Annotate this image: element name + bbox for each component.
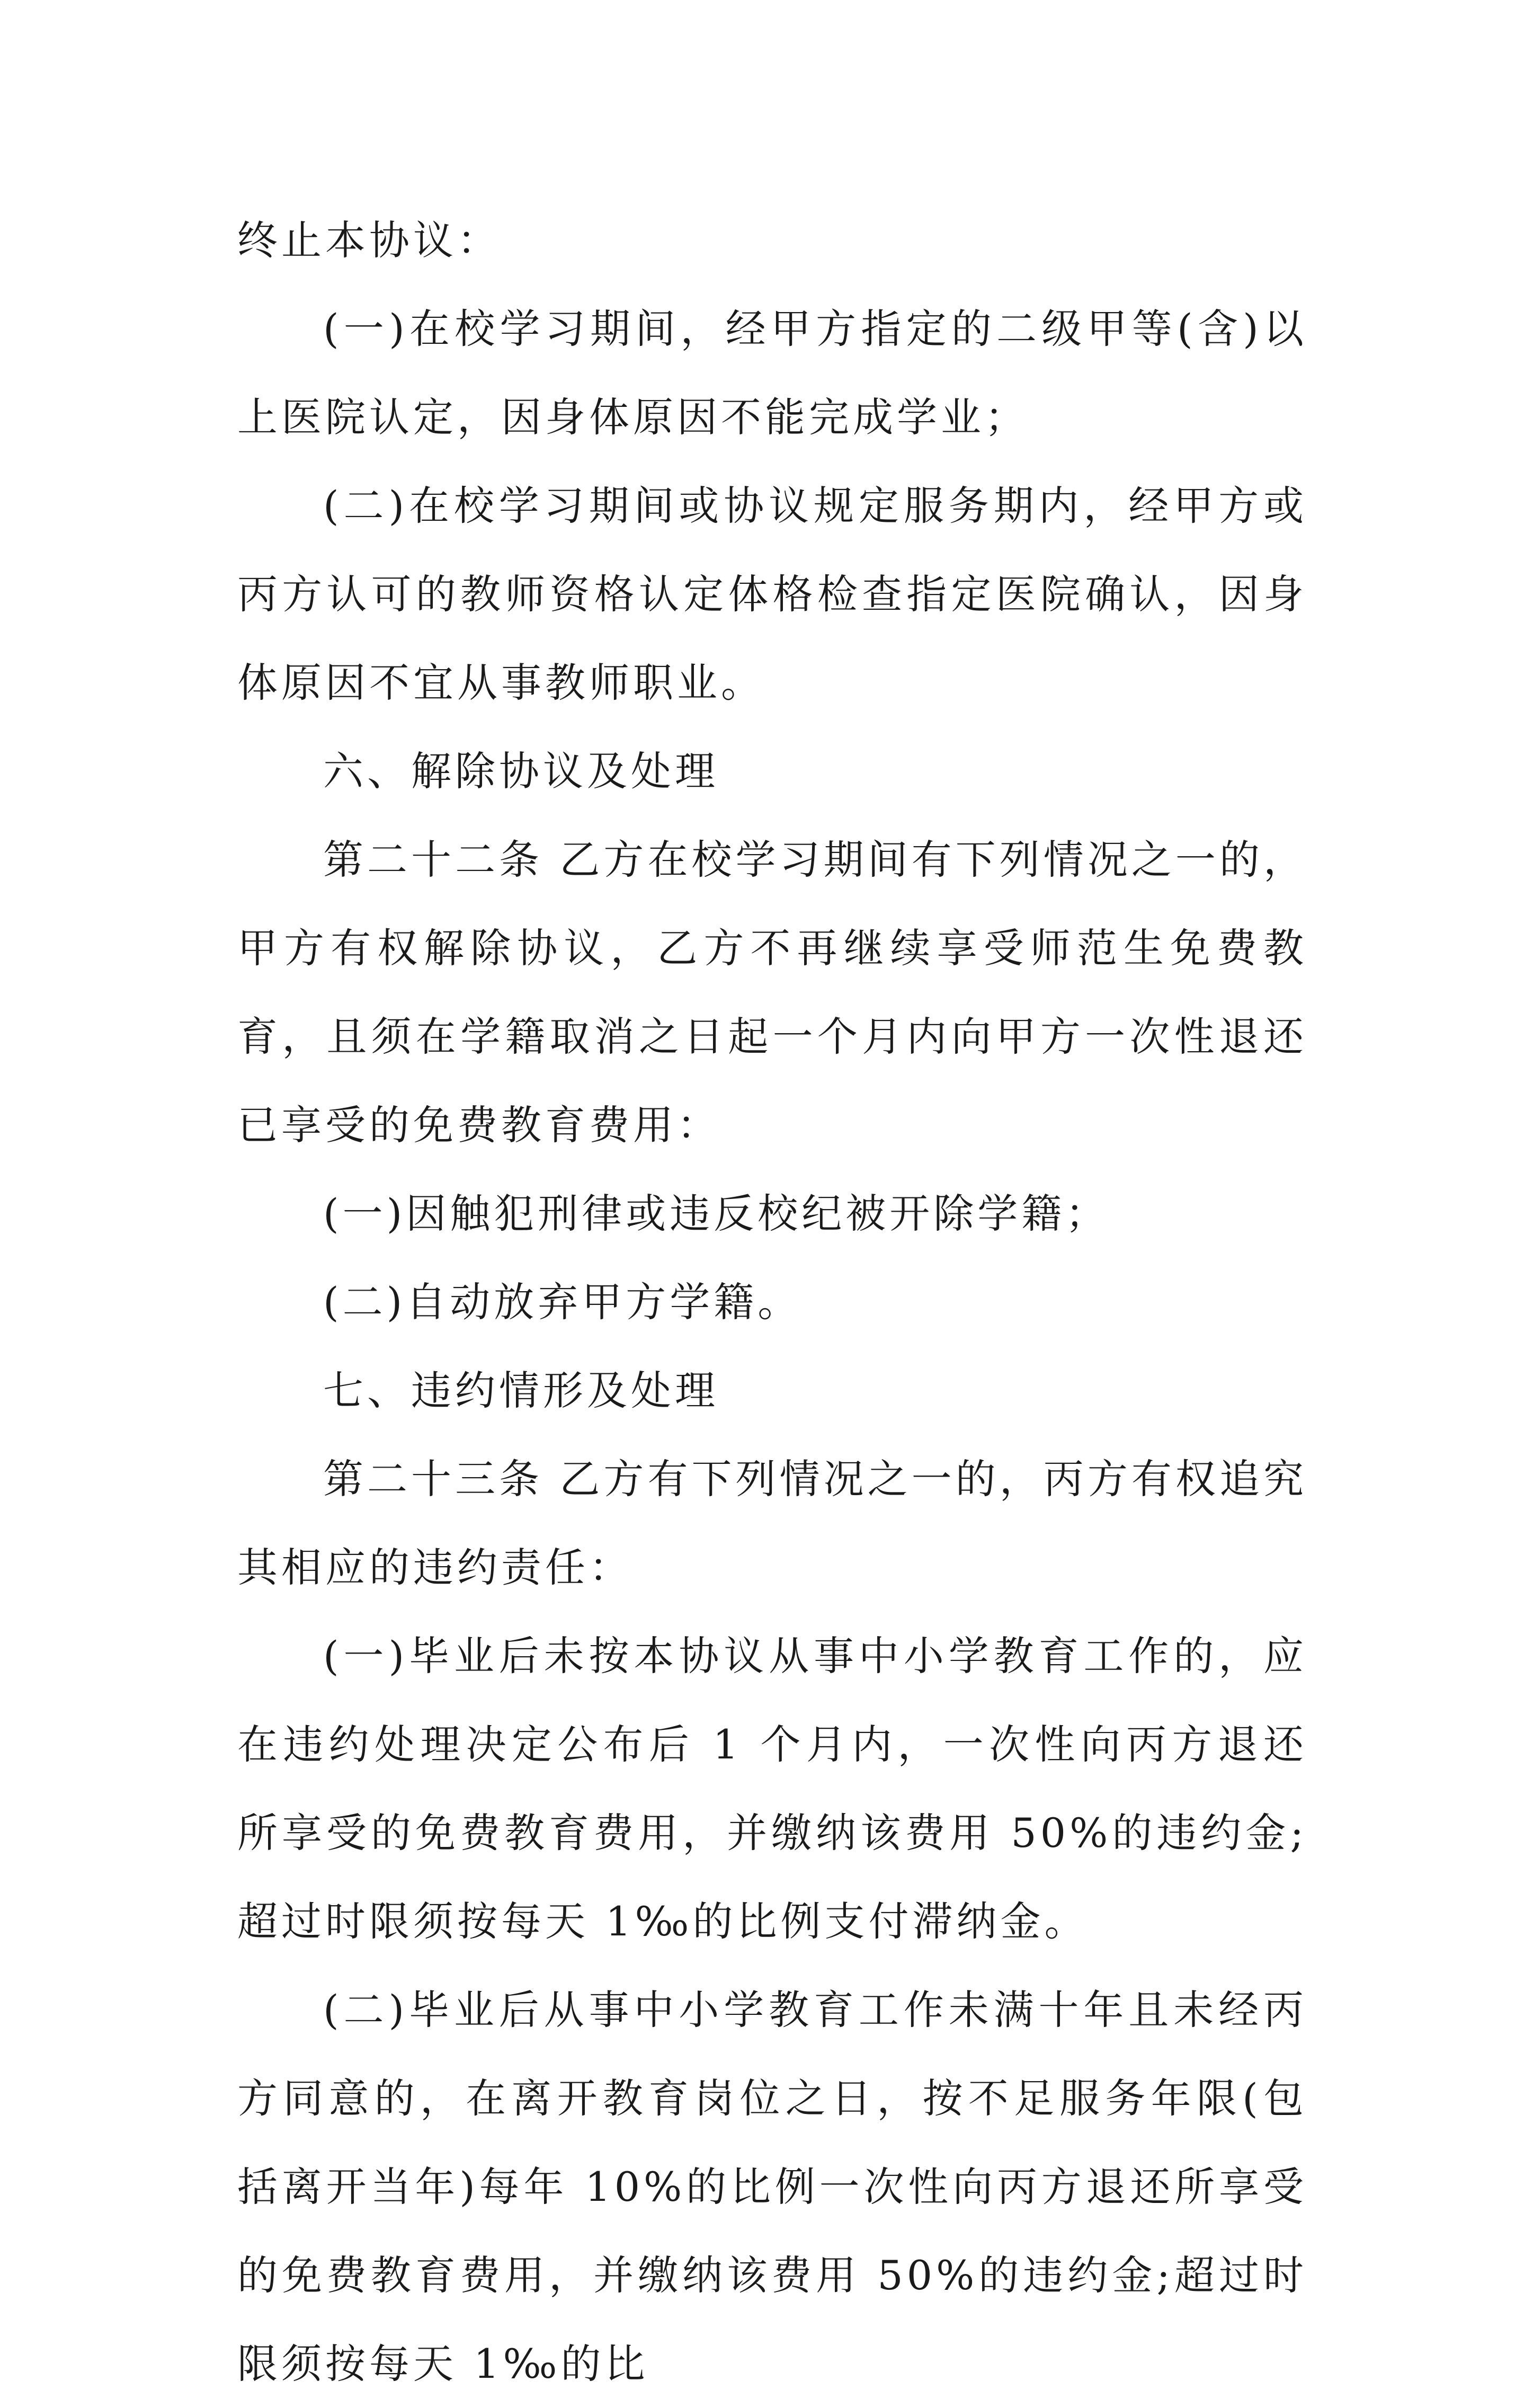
article-23: 第二十三条 乙方有下列情况之一的，丙方有权追究其相应的违约责任：	[237, 1455, 1307, 1591]
paragraph-1: 终止本协议：	[237, 217, 501, 264]
paragraph-7: (二)自动放弃甲方学籍。	[323, 1278, 802, 1326]
article-22: 第二十二条 乙方在校学习期间有下列情况之一的，甲方有权解除协议，乙方不再继续享受师范生免费教育，且须在学籍取消之日起一个月内向甲方一次性退还已享受的免费教育费用：	[237, 836, 1307, 1149]
paragraph-2: (一)在校学习期间，经甲方指定的二级甲等(含)以上医院认定，因身体原因不能完成学业；	[237, 305, 1307, 441]
paragraph-6: (一)因触犯刑律或违反校纪被开除学籍；	[323, 1190, 1110, 1237]
document-body	[237, 196, 1307, 2408]
paragraph-10: (一)毕业后未按本协议从事中小学教育工作的，应在违约处理决定公布后 1 个月内，一次性向丙方退还所享受的免费教育费用，并缴纳该费用 50%的违约金;超过时限须按每天 1‰的比例支付滞纳金。	[237, 1632, 1307, 1945]
section-heading-7: 七、违约情形及处理	[323, 1367, 719, 1414]
paragraph-3: (二)在校学习期间或协议规定服务期内，经甲方或丙方认可的教师资格认定体格检查指定医院确认，因身体原因不宜从事教师职业。	[237, 482, 1307, 706]
paragraph-11: (二)毕业后从事中小学教育工作未满十年且未经丙方同意的，在离开教育岗位之日，按不足服务年限(包括离开当年)每年 10%的比例一次性向丙方退还所享受的免费教育费用，并缴纳该费用 50%的违约金;超过时限须按每天 1‰的比	[237, 1986, 1307, 2387]
section-heading-6: 六、解除协议及处理	[323, 748, 719, 795]
